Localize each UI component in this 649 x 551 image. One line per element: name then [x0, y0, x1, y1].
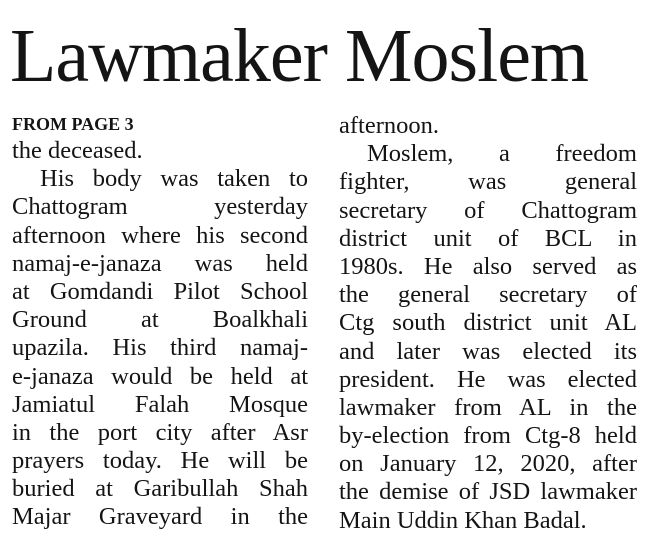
- text-line: the deceased.: [12, 137, 143, 164]
- text-line: president. He was elected: [339, 365, 637, 393]
- text-line: on January 12, 2020, after: [339, 450, 637, 478]
- text-line: Majar Graveyard in the: [12, 503, 308, 531]
- text-line: lawmaker from AL in the: [339, 393, 637, 421]
- text-line: prayers today. He will be: [12, 447, 308, 475]
- text-line: district unit of BCL in: [339, 224, 637, 252]
- text-line: Ctg south district unit AL: [339, 309, 637, 337]
- text-line: 1980s. He also served as: [339, 252, 637, 280]
- text-line: at Gomdandi Pilot School: [12, 277, 308, 305]
- text-line: namaj-e-janaza was held: [12, 249, 308, 277]
- text-line: secretary of Chattogram: [339, 196, 637, 224]
- headline: Lawmaker Moslem: [10, 14, 589, 98]
- text-line: e-janaza would be held at: [12, 362, 308, 390]
- text-line: afternoon where his second: [12, 221, 308, 249]
- text-line: in the port city after Asr: [12, 418, 308, 446]
- article-column-left: [12, 137, 308, 532]
- text-line: Jamiatul Falah Mosque: [12, 390, 308, 418]
- text-line: Ground at Boalkhali: [12, 306, 308, 334]
- text-line: by-election from Ctg-8 held: [339, 422, 637, 450]
- text-line: Chattogram yesterday: [12, 193, 308, 221]
- text-line: Main Uddin Khan Badal.: [339, 506, 587, 534]
- text-line: fighter, was general: [339, 168, 637, 196]
- text-line: the demise of JSD lawmaker: [339, 478, 637, 506]
- text-line: His body was taken to: [40, 165, 308, 193]
- text-line: upazila. His third namaj-: [12, 334, 308, 362]
- text-line: buried at Garibullah Shah: [12, 475, 308, 503]
- jump-from-label: FROM PAGE 3: [12, 114, 134, 134]
- text-line: and later was elected its: [339, 337, 637, 365]
- text-line: the general secretary of: [339, 281, 637, 309]
- text-line: afternoon.: [339, 112, 439, 139]
- article-column-right: [339, 112, 637, 535]
- text-line: Moslem, a freedom: [367, 140, 637, 168]
